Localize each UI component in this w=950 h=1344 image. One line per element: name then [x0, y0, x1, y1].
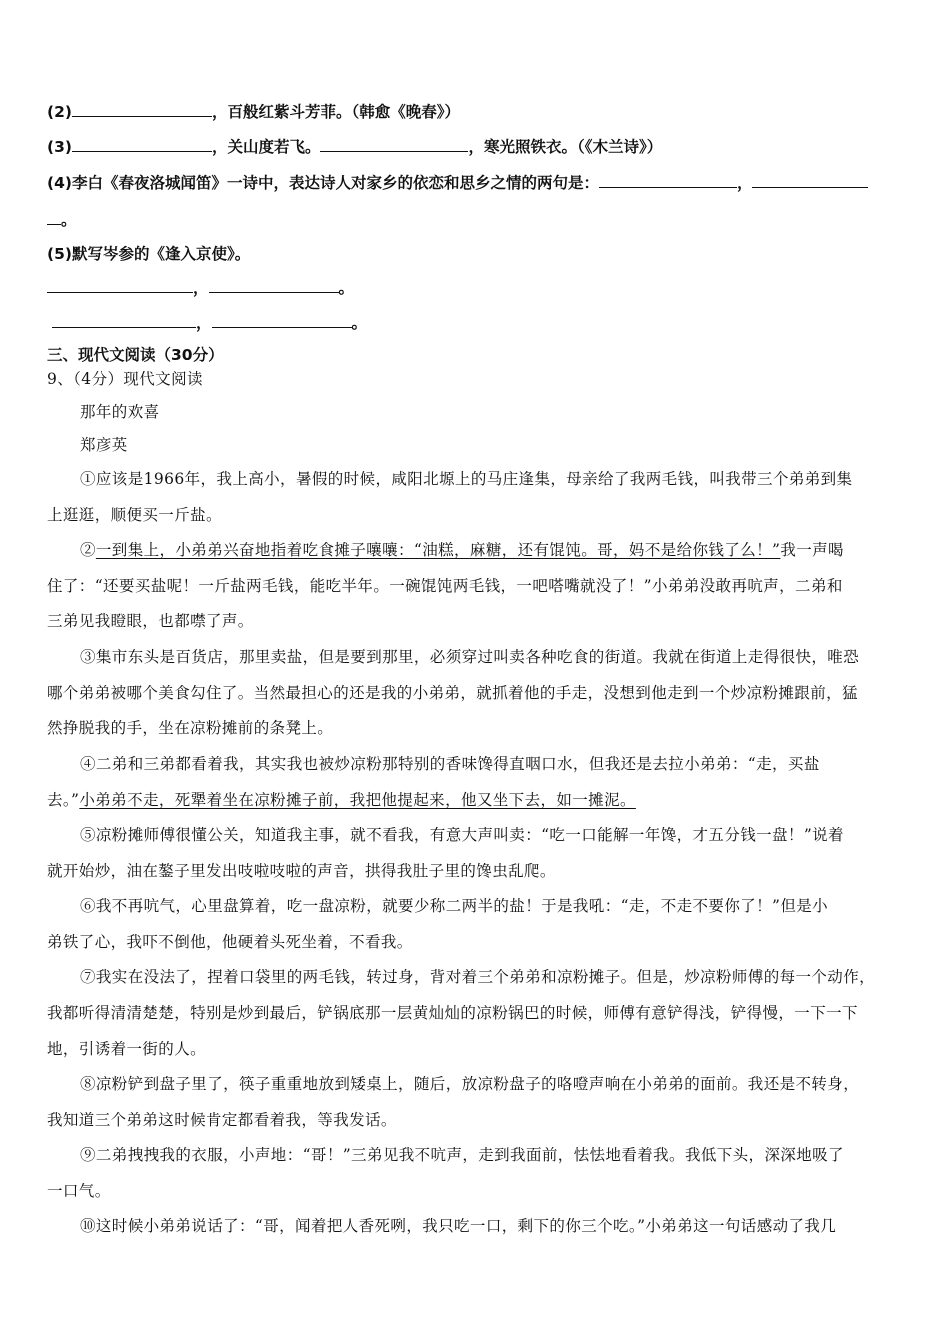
- paragraph-7-line-2: 我都听得清清楚楚，特别是炒到最后，铲锅底那一层黄灿灿的凉粉锅巴的时候，师傅有意铲得浅，铲得慢，一下一下: [47, 1004, 858, 1022]
- paragraph-5-line-2: 就开始炒，油在鏊子里发出吱啦吱啦的声音，拱得我肚子里的馋虫乱爬。: [47, 862, 556, 880]
- answer-blank-4a[interactable]: [599, 173, 737, 188]
- paragraph-4-line-2: [47, 790, 907, 810]
- paragraph-7-line-1: ⑦我实在没法了，捏着口袋里的两毛钱，转过身，背对着三个弟弟和凉粉摊子。但是，炒凉粉师傅的每一个动作，: [80, 968, 876, 986]
- paragraph-2-number: ②: [80, 541, 96, 559]
- paragraph-2-underlined: 一到集上，小弟弟兴奋地指着吃食摊子嚷嚷：“油糕，麻糖，还有馄饨。哥，妈不是给你钱了么！”: [95, 541, 781, 559]
- paragraph-9-line-2: 一口气。: [47, 1182, 111, 1200]
- paragraph-3-line-1: ③集市东头是百货店，那里卖盐，但是要到那里，必须穿过叫卖各种吃食的街道。我就在街道上走得很快，唯恐: [80, 648, 860, 666]
- item-4-text: (4)李白《春夜洛城闻笛》一诗中，表达诗人对家乡的依恋和思乡之情的两句是：: [47, 174, 599, 192]
- answer-blank-5b[interactable]: [209, 278, 339, 293]
- fill-item-5-line1: [47, 278, 907, 298]
- paragraph-8-line-2: 我知道三个弟弟这时候肯定都看着我，等我发话。: [47, 1111, 397, 1129]
- answer-blank-3a[interactable]: [72, 137, 212, 152]
- item-5-comma1: ，: [193, 279, 209, 297]
- paragraph-10-line-1: ⑩这时候小弟弟说话了：“哥，闻着把人香死咧，我只吃一口，剩下的你三个吃。”小弟弟这一句话感动了我几: [80, 1217, 837, 1235]
- fill-item-4: [47, 173, 907, 193]
- item-5-end2: 。: [351, 314, 368, 332]
- item-5-text: (5)默写岑参的《逢入京使》。: [47, 245, 251, 263]
- answer-blank-5c[interactable]: [52, 313, 196, 328]
- section-heading: 三、现代文阅读（30分）: [47, 346, 224, 364]
- paragraph-1-line-2: 上逛逛，顺便买一斤盐。: [47, 506, 222, 524]
- paragraph-2-line-3: 三弟见我瞪眼，也都噤了声。: [47, 612, 254, 630]
- answer-blank-4c[interactable]: [47, 210, 61, 225]
- item-2-text: ，百般红紫斗芳菲。（韩愈《晚春》）: [211, 103, 460, 121]
- paragraph-1-line-1: ①应该是1966年，我上高小，暑假的时候，咸阳北塬上的马庄逢集，母亲给了我两毛钱，叫我带三个弟弟到集: [80, 470, 853, 488]
- essay-title: 那年的欢喜: [80, 403, 160, 421]
- paragraph-6-line-1: ⑥我不再吭气，心里盘算着，吃一盘凉粉，就要少称二两半的盐！于是我吼：“走，不走不要你了！”但是小: [80, 897, 829, 915]
- fill-item-3: [47, 137, 907, 157]
- paragraph-2-rest: 我一声喝: [780, 541, 844, 559]
- item-5-comma2: ，: [196, 314, 212, 332]
- paragraph-7-line-3: 地，引诱着一街的人。: [47, 1040, 207, 1058]
- answer-blank-5d[interactable]: [212, 313, 352, 328]
- paragraph-4-underlined: 小弟弟不走，死犟着坐在凉粉摊子前，我把他提起来，他又坐下去，如一摊泥。: [79, 791, 636, 809]
- item-3-mid: ，关山度若飞。: [211, 138, 321, 156]
- item-3-number: (3): [47, 138, 72, 156]
- fill-item-5: [47, 244, 907, 264]
- fill-item-2: [47, 102, 907, 122]
- answer-blank-2[interactable]: [72, 102, 212, 117]
- paragraph-2-line-1: [80, 540, 907, 560]
- item-5-end1: 。: [338, 279, 355, 297]
- paragraph-4-start: 去。”: [47, 791, 80, 809]
- paragraph-9-line-1: ⑨二弟拽拽我的衣服，小声地：“哥！”三弟见我不吭声，走到我面前，怯怯地看着我。我低下头，深深地吸了: [80, 1146, 844, 1164]
- paragraph-2-line-2: 住了：“还要买盐呢！一斤盐两毛钱，能吃半年。一碗馄饨两毛钱，一吧嗒嘴就没了！”小弟弟没敢再吭声，二弟和: [47, 577, 843, 595]
- essay-author: 郑彦英: [80, 436, 128, 454]
- paragraph-5-line-1: ⑤凉粉摊师傅很懂公关，知道我主事，就不看我，有意大声叫卖：“吃一口能解一年馋，才五分钱一盘！”说着: [80, 826, 844, 844]
- fill-item-5-line2: [52, 313, 912, 333]
- item-2-number: (2): [47, 103, 72, 121]
- answer-blank-3b[interactable]: [320, 137, 468, 152]
- item-4-end: 。: [61, 211, 77, 229]
- answer-blank-4b[interactable]: [752, 173, 868, 188]
- paragraph-4-line-1: ④二弟和三弟都看着我，其实我也被炒凉粉那特别的香味馋得直咽口水，但我还是去拉小弟弟：“走，买盐: [80, 755, 820, 773]
- question-label: 9、（4分）现代文阅读: [47, 370, 203, 388]
- answer-blank-5a[interactable]: [47, 278, 193, 293]
- item-4-comma: ，: [736, 174, 753, 192]
- paragraph-8-line-1: ⑧凉粉铲到盘子里了，筷子重重地放到矮桌上，随后，放凉粉盘子的咯噔声响在小弟弟的面前。我还是不转身，: [80, 1075, 860, 1093]
- paragraph-3-line-2: 哪个弟弟被哪个美食勾住了。当然最担心的还是我的小弟弟，就抓着他的手走，没想到他走到一个炒凉粉摊跟前，猛: [47, 684, 858, 702]
- item-3-text: ，寒光照铁衣。（《木兰诗》）: [468, 138, 663, 156]
- paragraph-3-line-3: 然挣脱我的手，坐在凉粉摊前的条凳上。: [47, 719, 334, 737]
- fill-item-4-cont: [47, 210, 907, 230]
- paragraph-6-line-2: 弟铁了心，我吓不倒他，他硬着头死坐着，不看我。: [47, 933, 413, 951]
